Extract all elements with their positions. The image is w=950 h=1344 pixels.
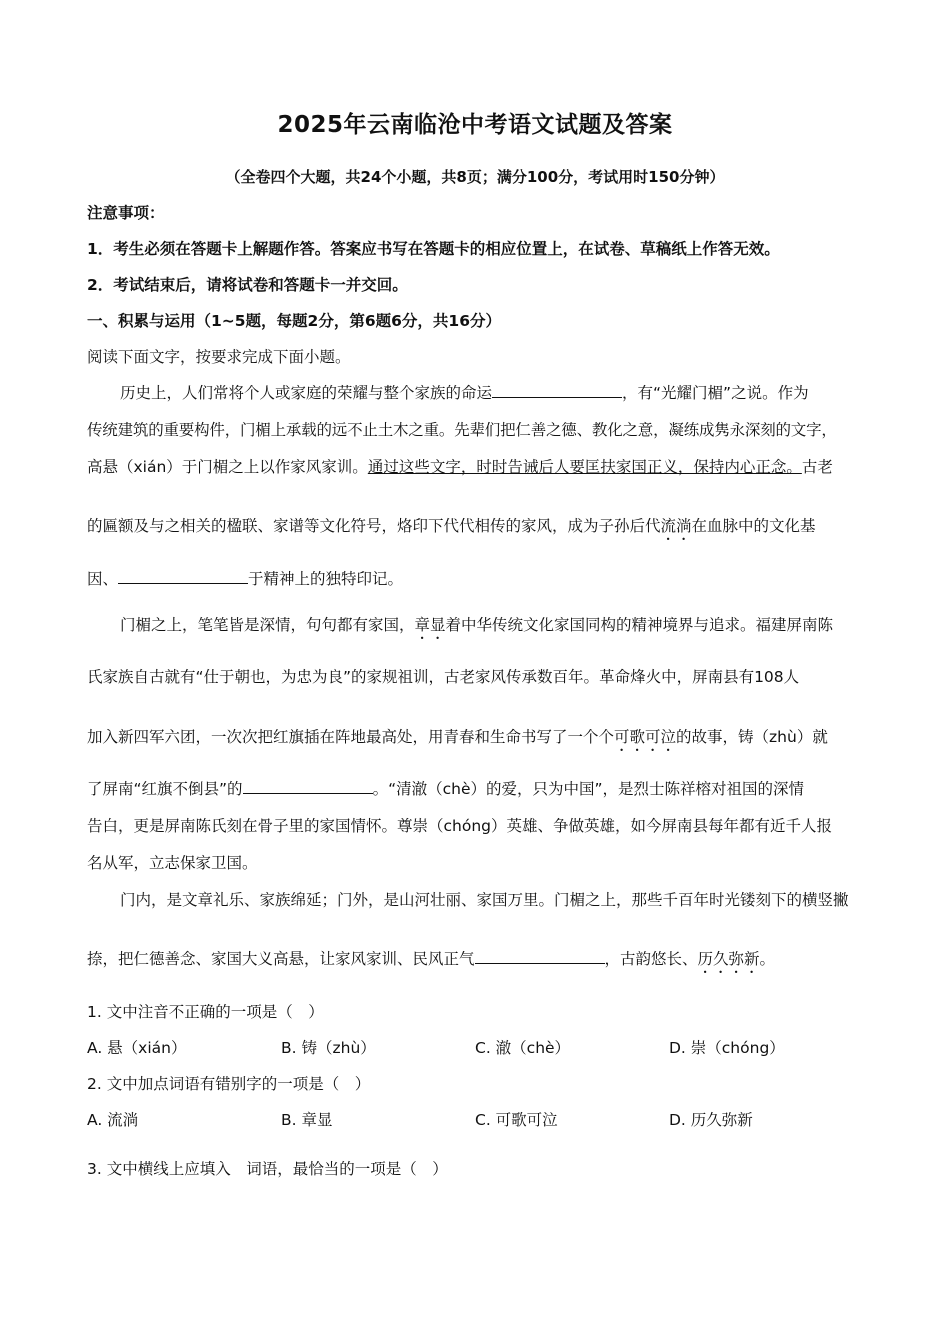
dotted-word: 可歌可泣 [614,728,677,746]
question-2-option-a: A. 流淌 [87,1111,139,1129]
reading-instruction: 阅读下面文字，按要求完成下面小题。 [87,348,351,366]
fill-blank [492,382,622,398]
passage-text: 在血脉中的文化基 [691,517,816,535]
passage-line [87,515,816,544]
notice-item-1: 1．考生必须在答题卡上解题作答。答案应书写在答题卡的相应位置上，在试卷、草稿纸上作答无效。 [87,240,780,258]
passage-line [87,726,828,755]
passage-text: ，古韵悠长、 [604,950,698,968]
passage-text: 高悬（xián）于门楣之上以作家风家训。 [87,458,368,476]
passage-text: 因、 [87,570,119,588]
question-1-option-a: A. 悬（xián） [87,1039,187,1057]
passage-line [120,382,809,404]
passage-text: 的故事，铸（zhù）就 [676,728,828,746]
passage-line [87,948,775,977]
question-2-stem: 2. 文中加点词语有错别字的一项是（ ） [87,1075,371,1093]
passage-text: ，有“光耀门楣”之说。作为 [622,384,809,402]
question-3-stem: 3. 文中横线上应填入 词语，最恰当的一项是（ ） [87,1160,448,1178]
passage-line [120,614,833,643]
passage-text: 历史上，人们常将个人或家庭的荣耀与整个家族的命运 [120,384,493,402]
passage-line: 氏家族自古就有“仕于朝也，为忠为良”的家规祖训，古老家风传承数百年。革命烽火中，屏南县有108人 [87,668,800,686]
passage-text: 门楣之上，笔笔皆是深情，句句都有家国， [120,616,415,634]
dotted-word: 历久弥新 [697,950,760,968]
question-1-option-d: D. 崇（chóng） [669,1039,785,1057]
passage-text: 古老 [801,458,833,476]
passage-line: 名从军，立志保家卫国。 [87,854,258,872]
question-1-option-c: C. 澈（chè） [475,1039,571,1057]
question-2-option-c: C. 可歌可泣 [475,1111,558,1129]
question-1-option-b: B. 铸（zhù） [281,1039,376,1057]
fill-blank [475,948,605,964]
passage-text: 的匾额及与之相关的楹联、家谱等文化符号，烙印下代代相传的家风，成为子孙后代 [87,517,661,535]
passage-text: 着中华传统文化家国同构的精神境界与追求。福建屏南陈 [445,616,834,634]
passage-line [87,568,403,590]
passage-text: 。 [759,950,776,968]
section-heading: 一、积累与运用（1~5题，每题2分，第6题6分，共16分） [87,312,501,330]
passage-text: 。“清澈（chè）的爱，只为中国”，是烈士陈祥榕对祖国的深情 [372,780,805,798]
question-2-option-d: D. 历久弥新 [669,1111,753,1129]
passage-line [87,456,833,478]
passage-text: 了屏南“红旗不倒县”的 [87,780,243,798]
fill-blank [243,778,373,794]
passage-text: 于精神上的独特印记。 [248,570,404,588]
dotted-word: 章显 [414,616,446,634]
fill-blank [118,568,248,584]
passage-text: 捺，把仁德善念、家国大义高悬，让家风家训、民风正气 [87,950,475,968]
exam-info-subtitle: （全卷四个大题，共24个小题，共8页；满分100分，考试用时150分钟） [225,168,725,186]
question-1-stem: 1. 文中注音不正确的一项是（ ） [87,1003,324,1021]
passage-line: 传统建筑的重要构件，门楣上承载的远不止土木之重。先辈们把仁善之德、教化之意，凝练成隽永深刻的文字， [87,421,837,439]
passage-text: 加入新四军六团，一次次把红旗插在阵地最高处，用青春和生命书写了一个个 [87,728,615,746]
dotted-word: 流淌 [660,517,692,535]
notice-item-2: 2．考试结束后，请将试卷和答题卡一并交回。 [87,276,408,294]
underlined-sentence: 通过这些文字，时时告诫后人要匡扶家国正义，保持内心正念。 [367,458,802,476]
notice-heading: 注意事项： [87,204,165,222]
passage-line: 门内，是文章礼乐、家族绵延；门外，是山河壮丽、家国万里。门楣之上，那些千百年时光镂刻下的横竖撇 [120,891,849,909]
passage-line: 告白，更是屏南陈氏刻在骨子里的家国情怀。尊崇（chóng）英雄、争做英雄，如今屏南县每年都有近千人报 [87,817,832,835]
page-title: 2025年云南临沧中考语文试题及答案 [277,112,673,138]
passage-line [87,778,804,800]
question-2-option-b: B. 章显 [281,1111,333,1129]
